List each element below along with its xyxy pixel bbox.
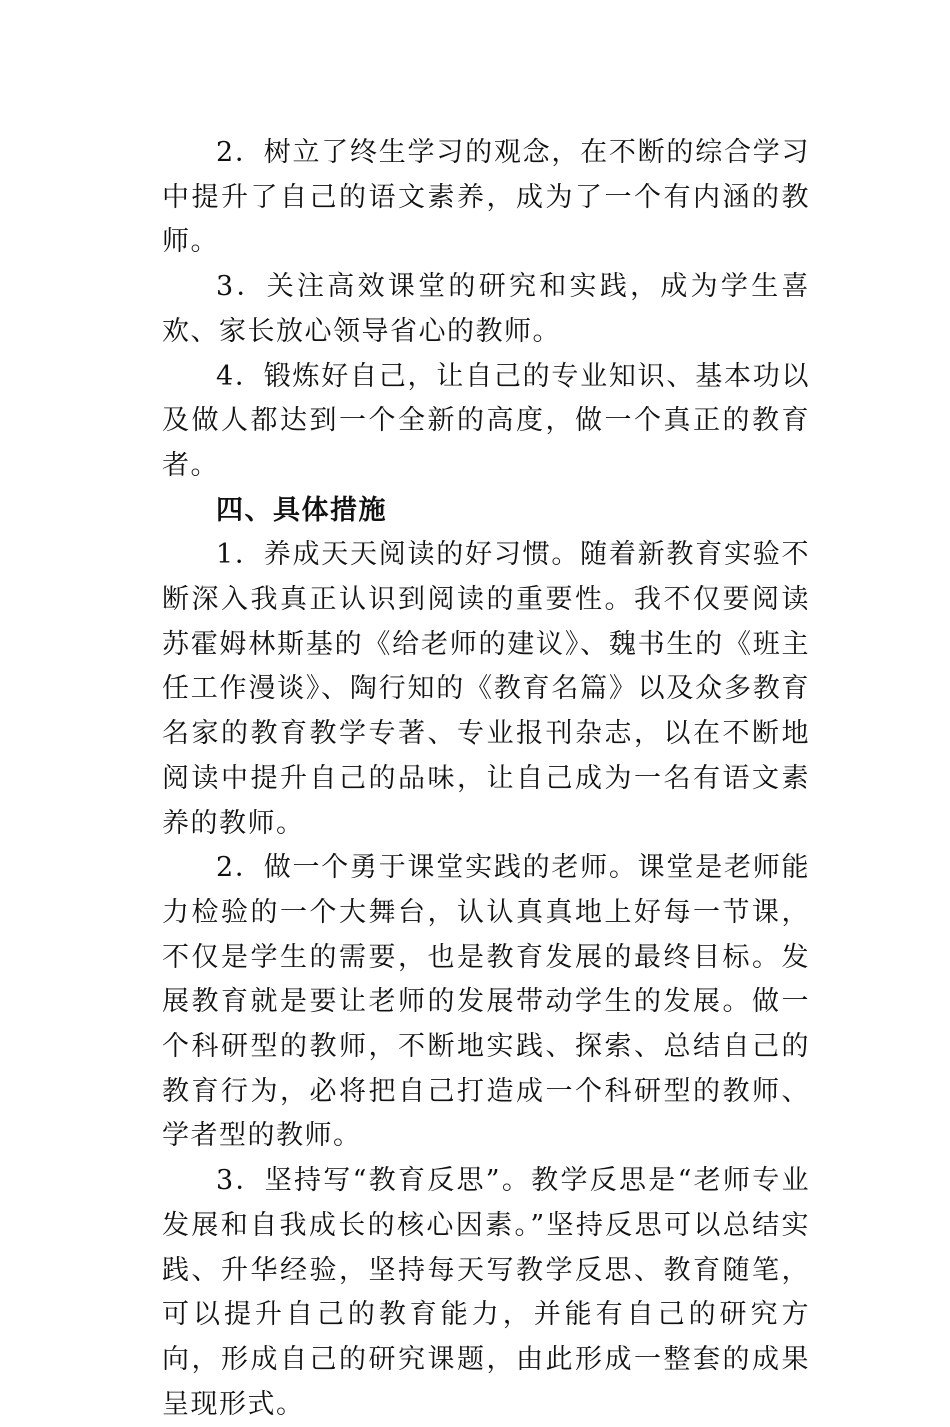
section-heading: 四、具体措施 (216, 494, 387, 526)
paragraph-goal-3: 3．关注高效课堂的研究和实践，成为学生喜欢、家长放心领导省心的教师。 (162, 271, 810, 347)
paragraph-goal-4: 4．锻炼好自己，让自己的专业知识、基本功以及做人都达到一个全新的高度，做一个真正的教育者。 (162, 360, 810, 481)
paragraph-measure-1: 1．养成天天阅读的好习惯。随着新教育实验不断深入我真正认识到阅读的重要性。我不仅要阅读苏霍姆林斯基的《给老师的建议》、魏书生的《班主任工作漫谈》、陶行知的《教育名篇》以及众多教育名家的教育教学专著、专业报刊杂志，以在不断地阅读中提升自己的品味，让自己成为一名有语文素养的教师。 (162, 539, 810, 839)
paragraph-goal-2: 2．树立了终生学习的观念，在不断的综合学习中提升了自己的语文素养，成为了一个有内涵的教师。 (162, 137, 810, 258)
paragraph-measure-3: 3．坚持写“教育反思”。教学反思是“老师专业发展和自我成长的核心因素。”坚持反思可以总结实践、升华经验，坚持每天写教学反思、教育随笔，可以提升自己的教育能力，并能有自己的研究方向，形成自己的研究课题，由此形成一整套的成果呈现形式。 (162, 1165, 810, 1420)
paragraph-measure-2: 2．做一个勇于课堂实践的老师。课堂是老师能力检验的一个大舞台，认认真真地上好每一节课，不仅是学生的需要，也是教育发展的最终目标。发展教育就是要让老师的发展带动学生的发展。做一个科研型的教师，不断地实践、探索、总结自己的教育行为，必将把自己打造成一个科研型的教师、学者型的教师。 (162, 852, 810, 1152)
document-body (162, 131, 810, 1427)
